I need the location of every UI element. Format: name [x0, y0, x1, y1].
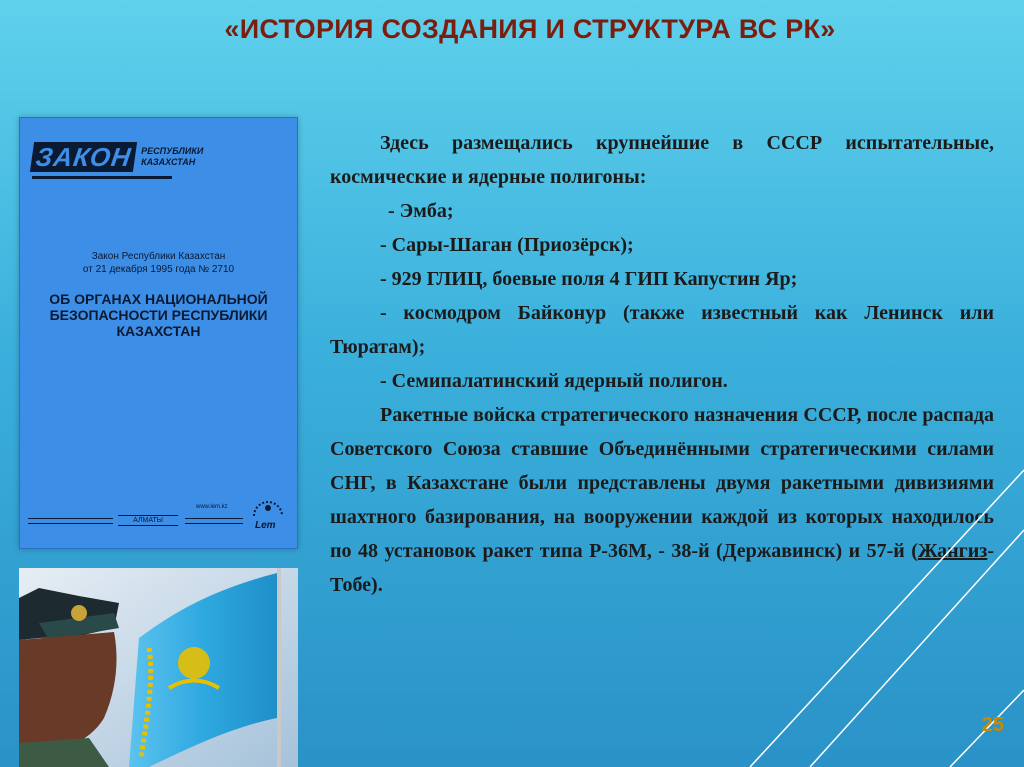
list-item: - Семипалатинский ядерный полигон.	[380, 370, 728, 392]
list-item: - Сары-Шаган (Приозёрск);	[380, 234, 634, 256]
book-divider-left	[28, 518, 113, 524]
missile-forces-paragraph: Ракетные войска стратегического назначения СССР, после распада Советского Союза ставшие Объединёнными стратегическими силами СНГ, в Казахстане были представлены двумя ракетными дивизиями шахтного базирования, на вооружении каждой из которых находилось по 48 установок ракет типа Р-36М, - 38-й (Державинск) и 57-й (Жангиз-Тобе).	[330, 404, 994, 596]
law-book-cover-image	[19, 117, 298, 549]
book-city: АЛМАТЫ	[118, 515, 178, 526]
zhangiz-link[interactable]: Жангиз	[917, 540, 988, 562]
publisher-name: Lem	[255, 520, 276, 531]
book-law-reference: Закон Республики Казахстан от 21 декабря 1995 года № 2710	[82, 251, 235, 275]
intro-paragraph: Здесь размещались крупнейшие в СССР испытательные, космические и ядерные полигоны:	[330, 132, 994, 188]
zakon-rule	[32, 176, 172, 179]
soldier-flag-photo	[19, 568, 298, 767]
slide-number: 25	[981, 714, 1004, 736]
zakon-word: ЗАКОН	[30, 142, 137, 172]
book-subject-title: ОБ ОРГАНАХ НАЦИОНАЛЬНОЙ БЕЗОПАСНОСТИ РЕСПУБЛИКИ КАЗАХСТАН	[49, 291, 268, 339]
book-zakon-logo	[32, 142, 203, 172]
flag-pole	[277, 568, 281, 767]
decorative-lines	[720, 430, 1024, 767]
book-website: www.lem.kz	[196, 504, 228, 510]
zakon-subtitle: РЕСПУБЛИКИ КАЗАХСТАН	[141, 146, 204, 167]
flag-sun-icon	[178, 647, 210, 679]
soldier-flag-illustration	[19, 568, 298, 767]
list-item: - 929 ГЛИЦ, боевые поля 4 ГИП Капустин Яр;	[380, 268, 798, 290]
list-item: - Эмба;	[388, 200, 454, 222]
list-item: - космодром Байконур (также известный как Ленинск или Тюратам);	[330, 302, 994, 358]
book-divider-right	[185, 518, 243, 524]
slide-title: «ИСТОРИЯ СОЗДАНИЯ И СТРУКТУРА ВС РК»	[224, 14, 836, 44]
